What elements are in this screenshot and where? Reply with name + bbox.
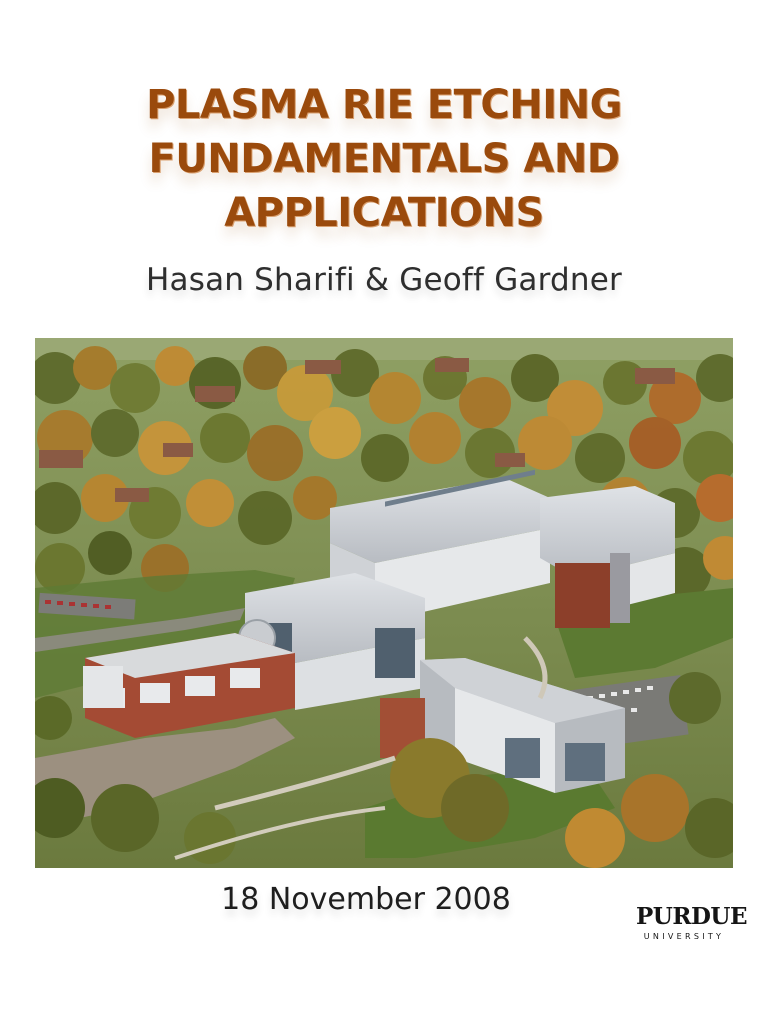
title-line-2: FUNDAMENTALS AND APPLICATIONS	[148, 136, 620, 236]
presentation-date: 18 November 2008	[221, 882, 511, 917]
slide-title	[0, 78, 768, 240]
logo-subtext: UNIVERSITY	[643, 932, 725, 941]
logo-wordmark: PURDUE	[636, 903, 748, 930]
campus-aerial-photo	[35, 338, 733, 868]
title-line-1: PLASMA RIE ETCHING	[146, 82, 622, 128]
authors: Hasan Sharifi & Geoff Gardner	[146, 262, 622, 298]
purdue-logo	[636, 903, 748, 941]
